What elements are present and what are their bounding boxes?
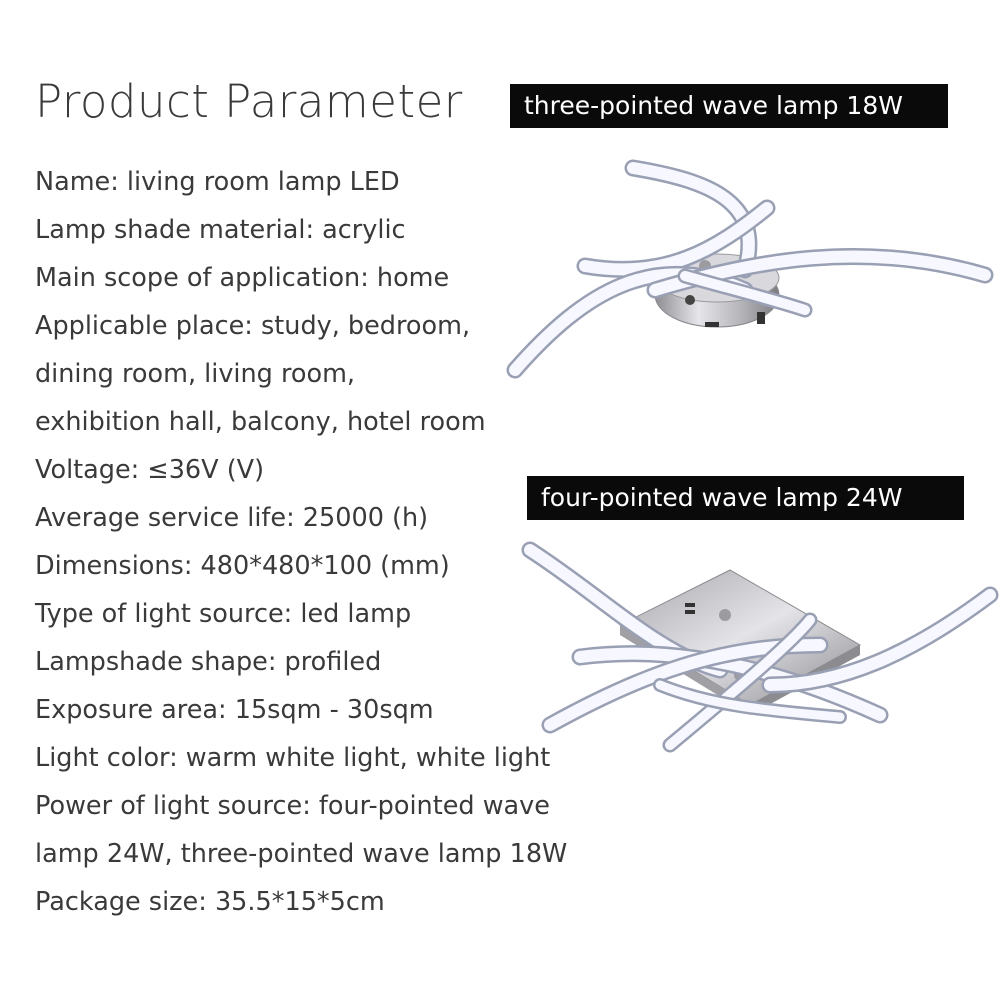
parameter-line: Voltage: ≤36V (V): [35, 455, 265, 485]
parameter-line: Light color: warm white light, white light: [35, 743, 551, 773]
parameter-line: Type of light source: led lamp: [35, 599, 412, 629]
parameter-line: Applicable place: study, bedroom,: [35, 311, 471, 341]
parameter-line: dining room, living room,: [35, 359, 356, 389]
parameter-line: Lamp shade material: acrylic: [35, 215, 406, 245]
parameter-line: Name: living room lamp LED: [35, 167, 400, 197]
parameter-line: Average service life: 25000 (h): [35, 503, 429, 533]
page-title: Product Parameter: [35, 75, 463, 128]
four-pointed-lamp-label: four-pointed wave lamp 24W: [527, 476, 964, 520]
parameter-line: Package size: 35.5*15*5cm: [35, 887, 385, 917]
three-pointed-lamp-image: [505, 140, 995, 390]
parameter-line: Exposure area: 15sqm - 30sqm: [35, 695, 434, 725]
parameter-line: exhibition hall, balcony, hotel room: [35, 407, 486, 437]
parameter-list: [35, 158, 567, 926]
parameter-line: Power of light source: four-pointed wave: [35, 791, 550, 821]
parameter-line: lamp 24W, three-pointed wave lamp 18W: [35, 839, 568, 869]
parameter-line: Main scope of application: home: [35, 263, 450, 293]
four-pointed-lamp-image: [510, 535, 1000, 770]
parameter-line: Lampshade shape: profiled: [35, 647, 382, 677]
parameter-line: Dimensions: 480*480*100 (mm): [35, 551, 450, 581]
three-pointed-lamp-label: three-pointed wave lamp 18W: [510, 84, 948, 128]
